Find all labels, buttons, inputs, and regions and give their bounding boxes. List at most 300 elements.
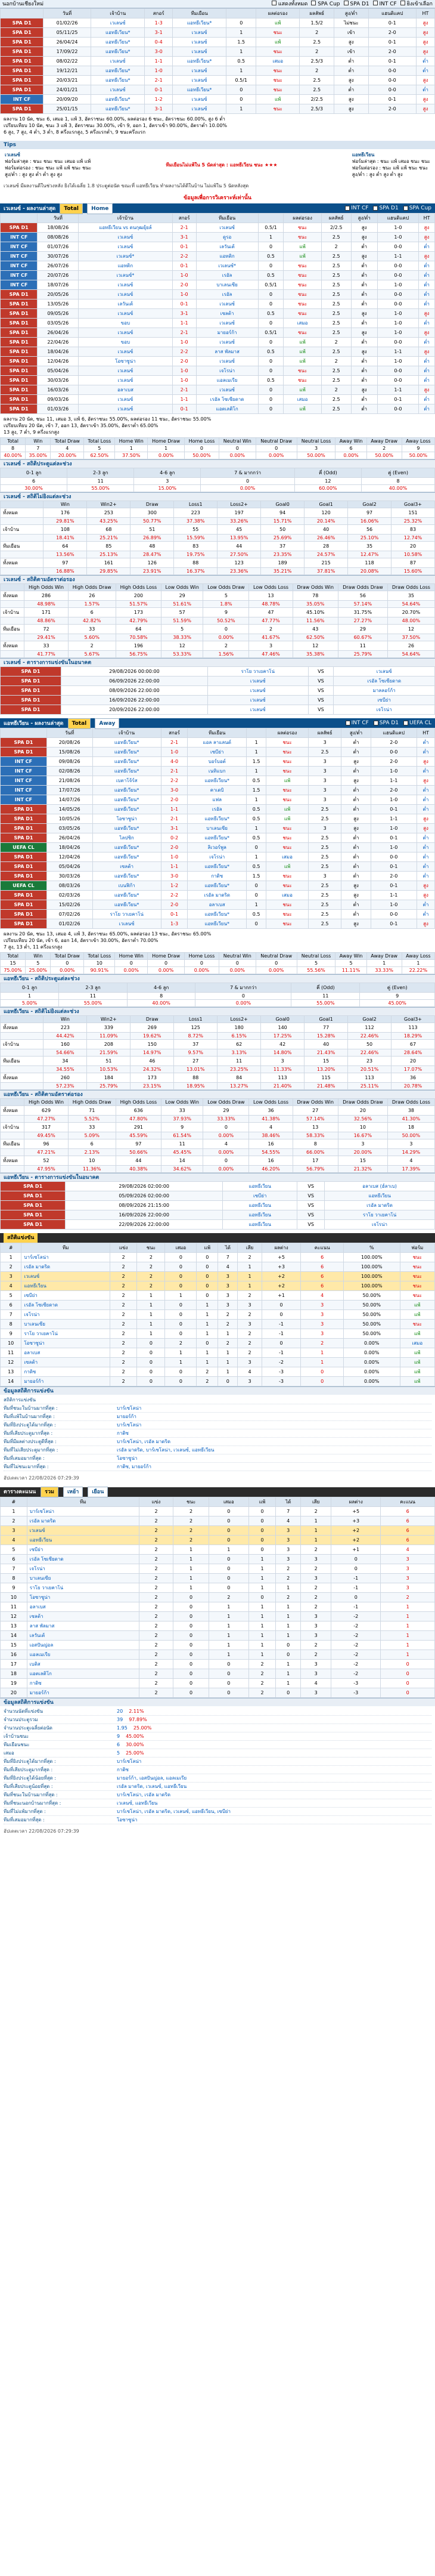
league-badge[interactable]: SPA D1 xyxy=(1,404,38,414)
away-team[interactable]: บาเลนเซีย xyxy=(188,824,247,833)
team-name[interactable]: เวเลนซ์ xyxy=(21,1272,110,1281)
match-score[interactable]: 1-0 xyxy=(172,366,196,376)
team-name[interactable]: บาเลนเซีย xyxy=(21,1320,110,1329)
team-name[interactable]: เซลต้า xyxy=(27,1612,139,1621)
team-name[interactable]: เอสปันญ่อล xyxy=(27,1641,139,1650)
league-badge[interactable]: INT CF xyxy=(1,757,47,767)
team-name[interactable]: แอตเลติโก xyxy=(27,1669,139,1679)
league-badge[interactable]: SPA D1 xyxy=(1,805,47,814)
home-team[interactable]: เบตาโจ้ร์ส xyxy=(92,776,161,786)
tab-total[interactable]: Total xyxy=(60,203,83,214)
home-team[interactable]: แอทธีเวียน* xyxy=(92,824,161,833)
match-score[interactable]: 1-0 xyxy=(161,748,188,757)
team-name[interactable]: บาเลนเซีย xyxy=(27,1574,139,1583)
team-name[interactable]: มายอร์ก้า xyxy=(21,1377,110,1386)
team-name[interactable]: เรอัล โซเซียดาด xyxy=(27,1555,139,1564)
away-team[interactable]: แอทธีเวียน* xyxy=(188,862,247,872)
match-score[interactable]: 3-0 xyxy=(161,872,188,881)
home-team[interactable]: แอทธีเวียน* xyxy=(92,891,161,900)
league-badge[interactable]: INT CF xyxy=(1,280,38,290)
league-badge[interactable]: SPA D1 xyxy=(1,223,38,233)
match-score[interactable]: 0-1 xyxy=(172,242,196,252)
checkbox-icon[interactable] xyxy=(373,1,378,5)
away-team[interactable]: เวเลนซ์ xyxy=(172,47,226,57)
team-name[interactable]: เซลต้า xyxy=(21,1358,110,1367)
home-team[interactable]: เวเลนซ์ xyxy=(79,328,172,338)
league-badge[interactable]: SPA D1 xyxy=(1,385,38,395)
match-score[interactable]: 1-1 xyxy=(161,805,188,814)
away-team[interactable]: เรอัล มาดริด xyxy=(325,1201,435,1210)
match-score[interactable]: 1-0 xyxy=(161,853,188,862)
filter-int-cf[interactable]: INT CF xyxy=(346,718,369,728)
home-team[interactable]: แอทธีเวียน* xyxy=(91,47,145,57)
team-name[interactable]: แอทธีเวียน xyxy=(21,1281,110,1291)
league-badge[interactable]: SPA D1 xyxy=(1,824,47,833)
home-team[interactable]: เวเลนซ์* xyxy=(79,271,172,280)
match-score[interactable]: 2-1 xyxy=(161,738,188,748)
home-team[interactable]: เวเลนซ์ xyxy=(79,280,172,290)
league-badge[interactable]: SPA D1 xyxy=(1,85,44,95)
league-badge[interactable]: SPA D1 xyxy=(1,28,44,38)
team-name[interactable]: เจโรน่า xyxy=(27,1564,139,1574)
home-team[interactable]: เลวันเต้ xyxy=(79,299,172,309)
league-badge[interactable]: INT CF xyxy=(1,776,47,786)
tab-total[interactable]: Total xyxy=(68,718,91,729)
team-name[interactable]: บาร์เซโลน่า xyxy=(27,1507,139,1516)
match-score[interactable]: 2-2 xyxy=(172,252,196,261)
match-score[interactable]: 2-0 xyxy=(172,357,196,366)
away-team[interactable]: เวเลนซ์* xyxy=(196,261,258,271)
match-score[interactable]: 2-1 xyxy=(161,814,188,824)
away-team[interactable]: แอทธีเวียน* xyxy=(188,881,247,891)
home-team[interactable]: แอทธีเวียน* xyxy=(91,95,145,104)
home-team[interactable]: เวเลนซ์ xyxy=(79,404,172,414)
home-team[interactable]: แอทธีเวียน* xyxy=(91,28,145,38)
filter-spa-cup[interactable]: SPA Cup xyxy=(403,203,431,213)
team-name[interactable]: กาดิซ xyxy=(21,1367,110,1377)
league-badge[interactable]: SPA D1 xyxy=(1,677,61,686)
home-team[interactable]: แอทธีเวียน* xyxy=(91,104,145,114)
match-score[interactable]: 1-2 xyxy=(161,881,188,891)
team-name[interactable]: เรอัล มาดริด xyxy=(27,1516,139,1526)
match-score[interactable]: 2-2 xyxy=(161,891,188,900)
home-team[interactable]: เวเลนซ์ xyxy=(208,705,309,715)
league-badge[interactable]: SPA D1 xyxy=(1,748,47,757)
checkbox-icon[interactable] xyxy=(374,721,378,725)
away-team[interactable]: เจโรน่า xyxy=(196,366,258,376)
match-score[interactable]: 4-0 xyxy=(161,757,188,767)
match-score[interactable]: 0-2 xyxy=(161,833,188,843)
league-badge[interactable]: UEFA CL xyxy=(1,881,47,891)
checkbox-icon[interactable] xyxy=(311,1,316,5)
checkbox-icon[interactable] xyxy=(373,206,378,211)
league-badge[interactable]: SPA D1 xyxy=(1,309,38,319)
match-score[interactable]: 3-1 xyxy=(145,104,172,114)
away-team[interactable]: เจโรน่า xyxy=(188,853,247,862)
away-team[interactable]: เวเลนซ์ xyxy=(196,299,258,309)
league-badge[interactable]: INT CF xyxy=(1,242,38,252)
away-team[interactable]: บอร์บอต์ xyxy=(188,757,247,767)
league-badge[interactable]: INT CF xyxy=(1,786,47,795)
league-badge[interactable]: INT CF xyxy=(1,233,38,242)
team-name[interactable]: เซบีย่า xyxy=(27,1545,139,1555)
checkbox-icon[interactable] xyxy=(403,721,408,725)
league-badge[interactable]: SPA D1 xyxy=(1,66,44,76)
away-team[interactable]: เวเลนซ์ xyxy=(196,319,258,328)
away-team[interactable]: แอทธีเวียน* xyxy=(188,814,247,824)
away-team[interactable]: ลิเวอร์พูล xyxy=(188,843,247,853)
home-team[interactable]: เวเลนซ์ xyxy=(79,347,172,357)
match-score[interactable]: 1-1 xyxy=(161,862,188,872)
home-team[interactable]: เวเลนซ์ xyxy=(79,290,172,299)
league-badge[interactable]: UEFA CL xyxy=(1,843,47,853)
match-score[interactable]: 2-1 xyxy=(145,76,172,85)
away-team[interactable]: คาเดบิ xyxy=(188,786,247,795)
stat-cell: 2 xyxy=(139,1650,173,1660)
home-team[interactable]: เวเลนซ์ xyxy=(79,233,172,242)
home-team[interactable]: ไลปซิก xyxy=(92,833,161,843)
team-name[interactable]: อลาเบส xyxy=(21,1348,110,1358)
filter-spa-d1[interactable]: SPA D1 xyxy=(373,203,398,213)
home-team[interactable]: แอทธีเวียน vs ดนกุฒยุ้ยล์ xyxy=(79,223,172,233)
away-team[interactable]: แฟล xyxy=(188,795,247,805)
away-team[interactable]: เวเลนซ์ xyxy=(172,38,226,47)
league-badge[interactable]: SPA D1 xyxy=(1,290,38,299)
away-team[interactable]: แอทธีเวียน* xyxy=(172,57,226,66)
match-score[interactable]: 0-1 xyxy=(161,910,188,919)
team-name[interactable]: ลาส พัลมาส xyxy=(27,1621,139,1631)
team-name[interactable]: แอทธีเวียน xyxy=(27,1536,139,1545)
match-score[interactable]: 1-2 xyxy=(145,95,172,104)
team-name[interactable]: บาร์เซโลน่า xyxy=(21,1253,110,1262)
away-team[interactable]: แอทธีเวียน* xyxy=(172,85,226,95)
away-team[interactable]: แอตเลติโก xyxy=(196,404,258,414)
stat-cell: 97 xyxy=(348,508,392,518)
checkbox-icon[interactable] xyxy=(344,1,349,5)
home-half-title: เวเลนซ์ - สถิติไม่ยิงแต่ละช่วง xyxy=(0,492,435,501)
away-team[interactable]: แอทธีเวียน* xyxy=(188,910,247,919)
team-name[interactable]: เบติส xyxy=(27,1660,139,1669)
away-team[interactable]: เรอัล โซเซียดาด xyxy=(334,677,435,686)
away-team[interactable]: บาเลนเซีย xyxy=(196,280,258,290)
home-team[interactable]: เวเลนซ์ xyxy=(79,309,172,319)
away-team[interactable]: เรอัล xyxy=(196,290,258,299)
stat-cell: 2 xyxy=(139,1631,173,1641)
league-badge[interactable]: SPA D1 xyxy=(1,814,47,824)
away-team[interactable]: ลาส พัลมาส xyxy=(196,347,258,357)
league-badge[interactable]: SPA D1 xyxy=(1,319,38,328)
match-score[interactable]: 3-1 xyxy=(172,309,196,319)
league-badge[interactable]: SPA D1 xyxy=(1,853,47,862)
away-team[interactable]: เวเลนซ์ xyxy=(172,66,226,76)
away-team[interactable]: เซลต้า xyxy=(196,309,258,319)
team-name[interactable]: มายอร์ก้า xyxy=(27,1688,139,1698)
league-badge[interactable]: INT CF xyxy=(1,795,47,805)
league-badge[interactable]: SPA D1 xyxy=(1,833,47,843)
match-score[interactable]: 2-0 xyxy=(172,280,196,290)
league-badge[interactable]: SPA D1 xyxy=(1,872,47,881)
league-badge[interactable]: INT CF xyxy=(1,252,38,261)
league-badge[interactable]: SPA D1 xyxy=(1,18,44,28)
league-badge[interactable]: SPA D1 xyxy=(1,357,38,366)
match-score[interactable]: 1-3 xyxy=(145,18,172,28)
checkbox-icon[interactable] xyxy=(272,1,276,5)
home-team[interactable]: แอทธีเวียน* xyxy=(91,38,145,47)
league-badge[interactable]: SPA D1 xyxy=(1,738,47,748)
match-score[interactable]: 0-1 xyxy=(172,299,196,309)
away-team[interactable]: แอทธีเวียน* xyxy=(188,833,247,843)
team-name[interactable]: เรอัล มาดริด xyxy=(21,1262,110,1272)
home-team[interactable]: เบนฟิก้า xyxy=(92,881,161,891)
home-team[interactable]: แอทธีเวียน* xyxy=(92,757,161,767)
filter-spa-d1[interactable]: SPA D1 xyxy=(374,718,399,728)
away-team[interactable]: เวเลนซ์ xyxy=(172,28,226,38)
tab-all[interactable]: รวม xyxy=(41,1487,58,1497)
team-name[interactable]: โอซาซูน่า xyxy=(21,1339,110,1348)
tab-home[interactable]: Home xyxy=(87,203,113,214)
match-score[interactable]: 0-1 xyxy=(172,404,196,414)
home-team[interactable]: แอทธีเวียน* xyxy=(92,805,161,814)
team-name[interactable]: อลาเบส xyxy=(27,1602,139,1612)
match-score[interactable]: 3-0 xyxy=(145,47,172,57)
match-score[interactable]: 3-1 xyxy=(145,28,172,38)
league-badge[interactable]: SPA D1 xyxy=(1,919,47,929)
home-team[interactable]: เวเลนซ์ xyxy=(79,366,172,376)
league-badge[interactable]: INT CF xyxy=(1,271,38,280)
away-team[interactable]: เวเลนซ์ xyxy=(196,357,258,366)
league-badge[interactable]: SPA D1 xyxy=(1,366,38,376)
league-badge[interactable]: SPA D1 xyxy=(1,347,38,357)
team-name[interactable]: เวเลนซ์ xyxy=(27,1526,139,1536)
match-score[interactable]: 1-0 xyxy=(172,290,196,299)
home-team[interactable]: เซบีย่า xyxy=(223,1191,297,1201)
league-badge[interactable]: SPA D1 xyxy=(1,1220,66,1230)
home-team[interactable]: แอทธีเวียน* xyxy=(92,748,161,757)
team-name[interactable]: เจโรน่า xyxy=(21,1310,110,1320)
home-team[interactable]: แอทธีเวียน* xyxy=(92,900,161,910)
team-name[interactable]: โอซาซูน่า xyxy=(27,1593,139,1602)
home-team[interactable]: เวเลนซ์ xyxy=(92,919,161,929)
league-badge[interactable]: SPA D1 xyxy=(1,686,61,696)
home-team[interactable]: ขอบ xyxy=(79,319,172,328)
match-score[interactable]: 1-1 xyxy=(172,395,196,404)
home-team[interactable]: เวเลนซ์ xyxy=(79,242,172,252)
away-team[interactable]: อลาเบส (ฮ์ลาเบ) xyxy=(325,1182,435,1191)
away-team[interactable]: ราโย วาเยคาโน่ xyxy=(325,1210,435,1220)
league-badge[interactable]: INT CF xyxy=(1,95,44,104)
league-badge[interactable]: SPA D1 xyxy=(1,76,44,85)
league-badge[interactable]: SPA D1 xyxy=(1,376,38,385)
filter-int-cf[interactable]: INT CF xyxy=(345,203,368,213)
away-team[interactable]: เจโรน่า xyxy=(334,705,435,715)
away-team[interactable]: แอทธีเวียน* xyxy=(172,18,226,28)
away-team[interactable]: มายอร์ก้า xyxy=(196,328,258,338)
home-team[interactable]: เวเลนซ์ xyxy=(79,376,172,385)
league-badge[interactable]: SPA D1 xyxy=(1,667,61,677)
home-team[interactable]: ขอบ xyxy=(79,338,172,347)
league-badge[interactable]: SPA D1 xyxy=(1,891,47,900)
home-team[interactable]: แอทธีเวียน* xyxy=(92,767,161,776)
match-score[interactable]: 1-3 xyxy=(161,919,188,929)
match-score[interactable]: 0-1 xyxy=(172,261,196,271)
match-score[interactable]: 1-0 xyxy=(172,376,196,385)
league-badge[interactable]: SPA D1 xyxy=(1,104,44,114)
tab-away[interactable]: Away xyxy=(95,718,119,729)
home-team[interactable]: แอทธีเวียน xyxy=(223,1210,297,1220)
team-name[interactable]: ราโย วาเยคาโน่ xyxy=(21,1329,110,1339)
league-badge[interactable]: SPA D1 xyxy=(1,705,61,715)
match-date: 20/07/26 xyxy=(38,271,79,280)
home-team[interactable]: ราโย วาเยคาโน่ xyxy=(208,667,309,677)
league-badge[interactable]: SPA D1 xyxy=(1,1191,66,1201)
match-score[interactable]: 2-0 xyxy=(161,900,188,910)
away-team[interactable]: เซบีย่า xyxy=(334,696,435,705)
home-team[interactable]: เวเลนซ์ xyxy=(208,677,309,686)
team-name[interactable]: แอลเมเรีย xyxy=(27,1650,139,1660)
away-team[interactable]: เซบีย่า xyxy=(188,748,247,757)
match-score[interactable]: 2-2 xyxy=(161,776,188,786)
away-team[interactable]: แอทธีเวียน xyxy=(325,1191,435,1201)
home-team[interactable]: แอทธีเวียน* xyxy=(92,853,161,862)
match-score[interactable]: 3-0 xyxy=(161,786,188,795)
match-score[interactable]: 1-1 xyxy=(172,319,196,328)
home-team[interactable]: แอทธีเวียน xyxy=(223,1201,297,1210)
team-name[interactable]: เลวันเต้ xyxy=(27,1631,139,1641)
league-badge[interactable]: SPA D1 xyxy=(1,862,47,872)
home-team[interactable]: แอทธีเวียน* xyxy=(92,795,161,805)
filter-spa-cup[interactable]: SPA Cup xyxy=(311,0,340,8)
filter-spa-d1[interactable]: SPA D1 xyxy=(344,0,369,8)
home-team[interactable]: เวเลนซ์ xyxy=(208,686,309,696)
match-score[interactable]: 1-0 xyxy=(172,338,196,347)
league-badge[interactable]: SPA D1 xyxy=(1,1210,66,1220)
filter-all[interactable]: แสดงทั้งหมด xyxy=(272,0,307,8)
filter-int-cf[interactable]: INT CF xyxy=(373,0,397,8)
home-team[interactable]: เวเลนซ์* xyxy=(79,252,172,261)
away-team[interactable]: เวเลนซ์ xyxy=(172,104,226,114)
filter-uefa-cl[interactable]: UEFA CL xyxy=(403,718,431,728)
team-name[interactable]: กาดิซ xyxy=(27,1679,139,1688)
away-team[interactable]: เวเลนซ์ xyxy=(196,223,258,233)
home-team[interactable]: แอทธีเวียน xyxy=(223,1182,297,1191)
checkbox-icon[interactable] xyxy=(400,1,405,5)
checkbox-icon[interactable] xyxy=(346,721,350,725)
checkbox-icon[interactable] xyxy=(403,206,408,211)
match-score[interactable]: 2-2 xyxy=(172,347,196,357)
stat-cell: 0 xyxy=(165,1253,197,1262)
away-team[interactable]: เรอัล มาดริด xyxy=(188,891,247,900)
home-team[interactable]: แอทธีเวียน* xyxy=(92,786,161,795)
home-team[interactable]: เวเลนซ์ xyxy=(79,395,172,404)
league-badge[interactable]: SPA D1 xyxy=(1,395,38,404)
away-team[interactable]: แอล ลาแลนด์ xyxy=(188,738,247,748)
league-badge[interactable]: SPA D1 xyxy=(1,1182,66,1191)
away-team[interactable]: เวเลนซ์ xyxy=(172,95,226,104)
match-score[interactable]: 0-1 xyxy=(145,85,172,95)
league-badge[interactable]: SPA D1 xyxy=(1,57,44,66)
home-team[interactable]: แอทธีเวียน* xyxy=(92,872,161,881)
league-badge[interactable]: SPA D1 xyxy=(1,299,38,309)
home-team[interactable]: เวเลนซ์ xyxy=(91,18,145,28)
away-team[interactable]: เรอัล xyxy=(196,271,258,280)
home-team[interactable]: เวเลนซ์ xyxy=(208,696,309,705)
league-badge[interactable]: INT CF xyxy=(1,261,38,271)
away-team[interactable]: เรอัล โซเซียดาด xyxy=(196,395,258,404)
league-badge[interactable]: SPA D1 xyxy=(1,338,38,347)
home-team[interactable]: เซลต้า xyxy=(92,862,161,872)
home-team[interactable]: แอทธีเวียน* xyxy=(92,843,161,853)
stat-cell: 1 xyxy=(173,1564,209,1574)
away-team[interactable]: เวเลนซ์ xyxy=(196,385,258,395)
league-badge[interactable]: SPA D1 xyxy=(1,47,44,57)
league-badge[interactable]: SPA D1 xyxy=(1,910,47,919)
league-badge[interactable]: SPA D1 xyxy=(1,1201,66,1210)
away-team[interactable]: เลวันเต้ xyxy=(196,242,258,252)
home-team[interactable]: แอทธีเวียน xyxy=(223,1220,297,1230)
home-team[interactable]: โอซาซูน่า xyxy=(92,814,161,824)
tab-away[interactable]: เยือน xyxy=(88,1487,108,1497)
tab-home[interactable]: เหย้า xyxy=(63,1487,83,1497)
match-score[interactable]: 3-1 xyxy=(161,824,188,833)
league-badge[interactable]: SPA D1 xyxy=(1,328,38,338)
away-team[interactable]: เวเลนซ์ xyxy=(334,667,435,677)
home-team[interactable]: แอทธีเวียน* xyxy=(91,76,145,85)
away-team[interactable]: แอลเมเรีย xyxy=(196,376,258,385)
league-badge[interactable]: SPA D1 xyxy=(1,900,47,910)
match-score[interactable]: 2-0 xyxy=(161,843,188,853)
checkbox-icon[interactable] xyxy=(345,206,350,211)
match-score[interactable]: 1-0 xyxy=(145,66,172,76)
team-name[interactable]: ราโย วาเยคาโน่ xyxy=(27,1583,139,1593)
league-badge[interactable]: SPA D1 xyxy=(1,38,44,47)
home-team[interactable]: เวเลนซ์ xyxy=(91,57,145,66)
away-team[interactable]: ดูรอ xyxy=(196,233,258,242)
match-score[interactable]: 0-4 xyxy=(145,38,172,47)
away-team[interactable]: เนทิแบก xyxy=(188,767,247,776)
away-team[interactable]: เรอัล xyxy=(188,805,247,814)
match-score[interactable]: 2-1 xyxy=(161,767,188,776)
match-score[interactable]: 1-1 xyxy=(145,57,172,66)
match-score[interactable]: 3-1 xyxy=(172,233,196,242)
match-score[interactable]: 1-0 xyxy=(172,271,196,280)
team-name[interactable]: เซบีย่า xyxy=(21,1291,110,1301)
home-team[interactable]: เวเลนซ์ xyxy=(91,85,145,95)
away-team[interactable]: แอทธีเวียน* xyxy=(188,776,247,786)
home-team[interactable]: แอทติก xyxy=(79,261,172,271)
away-team[interactable]: เวเลนซ์ xyxy=(172,76,226,85)
away-team[interactable]: อลาเบส xyxy=(188,900,247,910)
match-score[interactable]: 2-0 xyxy=(161,795,188,805)
home-team[interactable]: แอทธีเวียน* xyxy=(91,66,145,76)
home-team[interactable]: ราโย วาเยคาโน่ xyxy=(92,910,161,919)
filter-goal[interactable]: ยิงเข้าเลือก xyxy=(400,0,433,8)
away-team[interactable]: กาดิซ xyxy=(188,872,247,881)
team-name[interactable]: เรอัล โซเซียดาด xyxy=(21,1301,110,1310)
home-team[interactable]: อลาเบส xyxy=(79,385,172,395)
away-team[interactable]: เจโรน่า xyxy=(325,1220,435,1230)
away-team[interactable]: มาลลอร์ก้า xyxy=(334,686,435,696)
match-score[interactable]: 2-1 xyxy=(172,223,196,233)
home-team[interactable]: โอซาซูน่า xyxy=(79,357,172,366)
league-badge[interactable]: SPA D1 xyxy=(1,696,61,705)
league-badge[interactable]: INT CF xyxy=(1,767,47,776)
away-team[interactable]: เวเลนซ์ xyxy=(196,338,258,347)
away-team[interactable]: แอทติก xyxy=(196,252,258,261)
match-score[interactable]: 2-1 xyxy=(172,328,196,338)
match-score[interactable]: 2-1 xyxy=(172,385,196,395)
away-team[interactable]: แอทธีเวียน* xyxy=(188,919,247,929)
home-team[interactable]: แอทธีเวียน* xyxy=(92,738,161,748)
